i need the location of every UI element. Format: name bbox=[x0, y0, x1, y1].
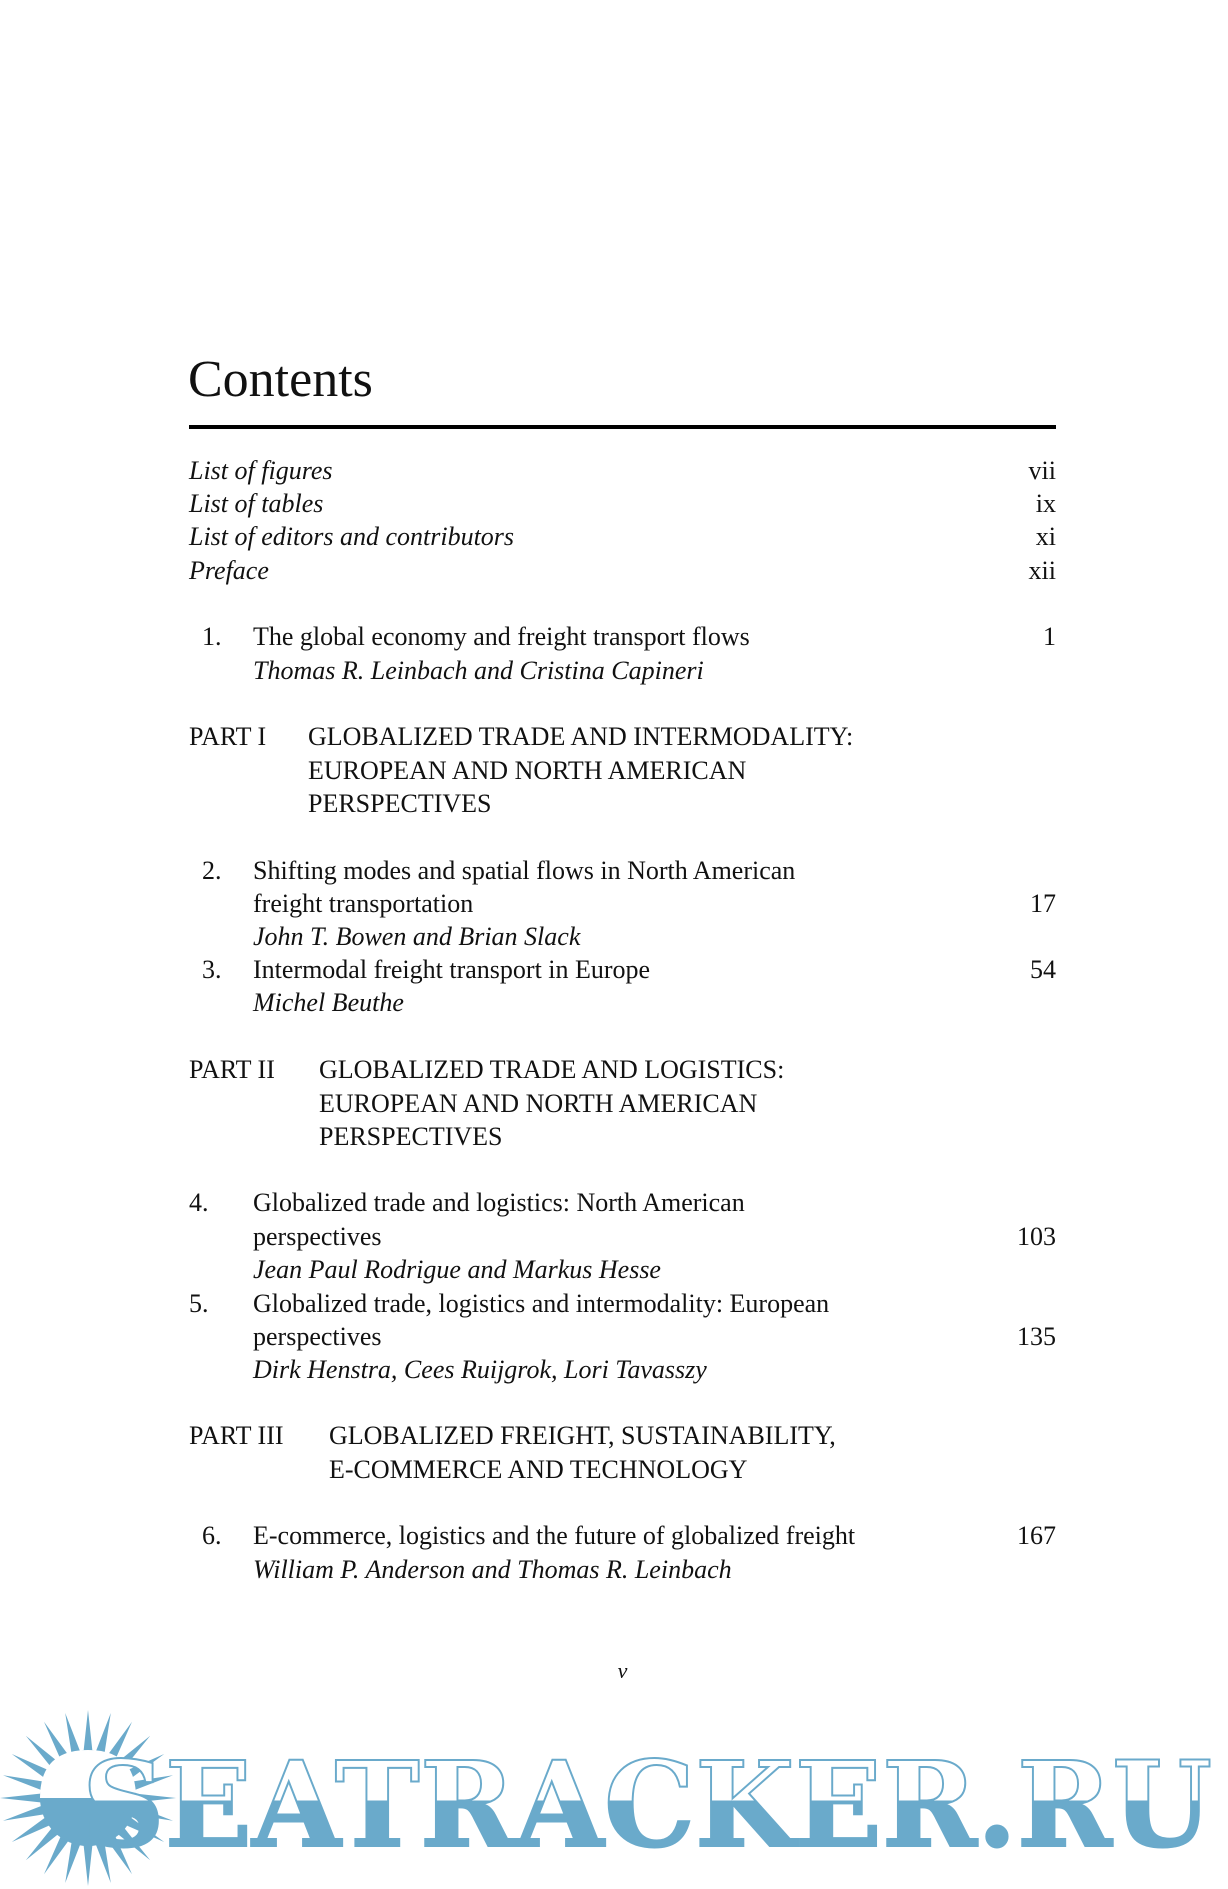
toc-page: ix bbox=[1035, 489, 1056, 518]
chapter-title: E-commerce, logistics and the future of globalized freight bbox=[253, 1521, 856, 1550]
toc-page: 167 bbox=[1017, 1521, 1056, 1550]
chapter-authors: William P. Anderson and Thomas R. Leinbach bbox=[253, 1555, 732, 1584]
part-title: EUROPEAN AND NORTH AMERICAN bbox=[308, 756, 747, 785]
toc-page: 54 bbox=[1030, 955, 1056, 984]
chapter-title: The global economy and freight transport flows bbox=[253, 622, 750, 651]
chapter-number: 4. bbox=[189, 1188, 209, 1217]
part-label: PART I bbox=[189, 722, 267, 751]
chapter-number: 5. bbox=[189, 1289, 209, 1318]
toc-page: vii bbox=[1028, 456, 1056, 485]
part-title: PERSPECTIVES bbox=[308, 789, 492, 818]
part-title: GLOBALIZED TRADE AND INTERMODALITY: bbox=[308, 722, 854, 751]
chapter-number: 2. bbox=[202, 856, 222, 885]
toc-page: xii bbox=[1028, 556, 1056, 585]
toc-page: 135 bbox=[1017, 1322, 1056, 1351]
part-title: EUROPEAN AND NORTH AMERICAN bbox=[319, 1089, 758, 1118]
toc-entry-contributors: List of editors and contributors bbox=[189, 522, 515, 551]
chapter-authors: Thomas R. Leinbach and Cristina Capineri bbox=[253, 656, 704, 685]
chapter-number: 6. bbox=[202, 1521, 222, 1550]
chapter-authors: Jean Paul Rodrigue and Markus Hesse bbox=[253, 1255, 661, 1284]
chapter-authors: John T. Bowen and Brian Slack bbox=[253, 922, 581, 951]
chapter-title: Shifting modes and spatial flows in North American bbox=[253, 856, 796, 885]
title-rule bbox=[189, 425, 1056, 429]
chapter-authors: Dirk Henstra, Cees Ruijgrok, Lori Tavasszy bbox=[253, 1355, 707, 1384]
chapter-title: Globalized trade and logistics: North American bbox=[253, 1188, 745, 1217]
toc-entry-preface: Preface bbox=[189, 556, 269, 585]
watermark-logo bbox=[0, 1700, 1228, 1889]
toc-entry-figures: List of figures bbox=[189, 456, 333, 485]
toc-page: xi bbox=[1035, 522, 1056, 551]
chapter-number: 3. bbox=[202, 955, 222, 984]
chapter-title: perspectives bbox=[253, 1222, 382, 1251]
part-label: PART II bbox=[189, 1055, 275, 1084]
page-number: v bbox=[617, 1658, 628, 1683]
toc-entry-tables: List of tables bbox=[189, 489, 324, 518]
part-title: GLOBALIZED TRADE AND LOGISTICS: bbox=[319, 1055, 785, 1084]
chapter-title: perspectives bbox=[253, 1322, 382, 1351]
part-title: PERSPECTIVES bbox=[319, 1122, 503, 1151]
chapter-title: freight transportation bbox=[253, 889, 474, 918]
part-label: PART III bbox=[189, 1421, 284, 1450]
svg-text:SEATRACKER.RU: SEATRACKER.RU bbox=[82, 1735, 1212, 1874]
chapter-number: 1. bbox=[202, 622, 222, 651]
toc-page: 1 bbox=[1043, 622, 1056, 651]
part-title: E-COMMERCE AND TECHNOLOGY bbox=[329, 1455, 748, 1484]
chapter-title: Globalized trade, logistics and intermodality: European bbox=[253, 1289, 830, 1318]
toc-page: 17 bbox=[1030, 889, 1056, 918]
page-title: Contents bbox=[188, 351, 373, 408]
toc-page: 103 bbox=[1017, 1222, 1056, 1251]
chapter-title: Intermodal freight transport in Europe bbox=[253, 955, 651, 984]
chapter-authors: Michel Beuthe bbox=[253, 988, 404, 1017]
part-title: GLOBALIZED FREIGHT, SUSTAINABILITY, bbox=[329, 1421, 836, 1450]
